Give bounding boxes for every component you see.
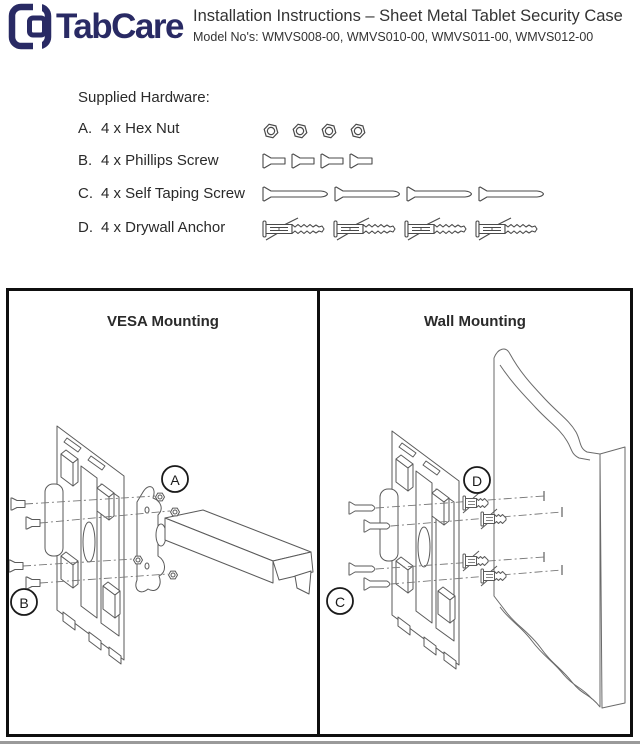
callout-d xyxy=(464,467,490,493)
self-taping-screw-icons xyxy=(262,186,545,202)
callout-d-letter: D xyxy=(471,473,483,489)
hex-nut-icons xyxy=(263,123,366,139)
hardware-letter: A. xyxy=(78,120,93,137)
wall-mounting-panel xyxy=(320,291,630,734)
self-taping-screw-icon xyxy=(478,186,545,202)
wall-panel-title: Wall Mounting xyxy=(424,313,526,330)
callout-c-letter: C xyxy=(334,594,346,610)
hardware-label: 4 x Hex Nut xyxy=(101,120,180,137)
hex-nut-icon xyxy=(321,123,337,139)
hardware-label: 4 x Drywall Anchor xyxy=(101,219,226,236)
drywall-anchor-icon xyxy=(404,216,468,242)
hardware-letter: B. xyxy=(78,152,93,169)
phillips-screws xyxy=(9,498,40,589)
drywall-anchor-icon xyxy=(262,216,326,242)
hardware-row-self-taping-screw xyxy=(78,185,245,202)
hardware-label: 4 x Self Taping Screw xyxy=(101,185,245,202)
phillips-screw-icon xyxy=(262,153,287,169)
vesa-panel-title: VESA Mounting xyxy=(107,313,219,330)
hex-nut-icon xyxy=(350,123,366,139)
drywall-anchor-icon xyxy=(475,216,539,242)
phillips-screw-icon xyxy=(291,153,316,169)
drywall-anchor-icons xyxy=(262,216,539,242)
drywall-anchor-icon xyxy=(333,216,397,242)
hardware-heading: Supplied Hardware: xyxy=(78,89,210,106)
phillips-screw-icons xyxy=(262,153,374,169)
hex-nut-icon xyxy=(292,123,308,139)
callout-a xyxy=(162,466,188,492)
hardware-label: 4 x Phillips Screw xyxy=(101,152,219,169)
hardware-row-drywall-anchor xyxy=(78,219,225,236)
model-numbers: Model No's: WMVS008-00, WMVS010-00, WMVS011-00, WMVS012-00 xyxy=(193,30,594,44)
wall-mounting-diagram xyxy=(320,291,630,734)
phillips-screw-icon xyxy=(320,153,345,169)
hardware-row-hex-nut xyxy=(78,120,179,137)
hex-nut-icon xyxy=(263,123,279,139)
page-title: Installation Instructions – Sheet Metal Tablet Security Case xyxy=(193,7,623,25)
hardware-letter: C. xyxy=(78,185,93,202)
security-case-backplate xyxy=(45,426,124,664)
callout-c xyxy=(327,588,353,614)
tablet-logo-icon xyxy=(8,3,53,50)
security-case-backplate xyxy=(380,431,459,669)
phillips-screw-icon xyxy=(349,153,374,169)
vesa-mounting-panel xyxy=(9,291,320,734)
self-taping-screw-icon xyxy=(406,186,473,202)
hardware-row-phillips-screw xyxy=(78,152,219,169)
wall-section xyxy=(494,349,625,708)
self-taping-screw-icon xyxy=(262,186,329,202)
callout-b-letter: B xyxy=(19,595,29,611)
mounting-panels xyxy=(6,288,633,737)
logo-wordmark: TabCare xyxy=(56,6,183,46)
hardware-letter: D. xyxy=(78,219,93,236)
self-taping-screw-icon xyxy=(334,186,401,202)
tabcare-logo xyxy=(8,3,183,50)
vesa-arm xyxy=(165,510,313,594)
callout-b xyxy=(11,589,37,615)
vesa-mounting-diagram xyxy=(9,291,317,734)
callout-a-letter: A xyxy=(170,472,180,488)
